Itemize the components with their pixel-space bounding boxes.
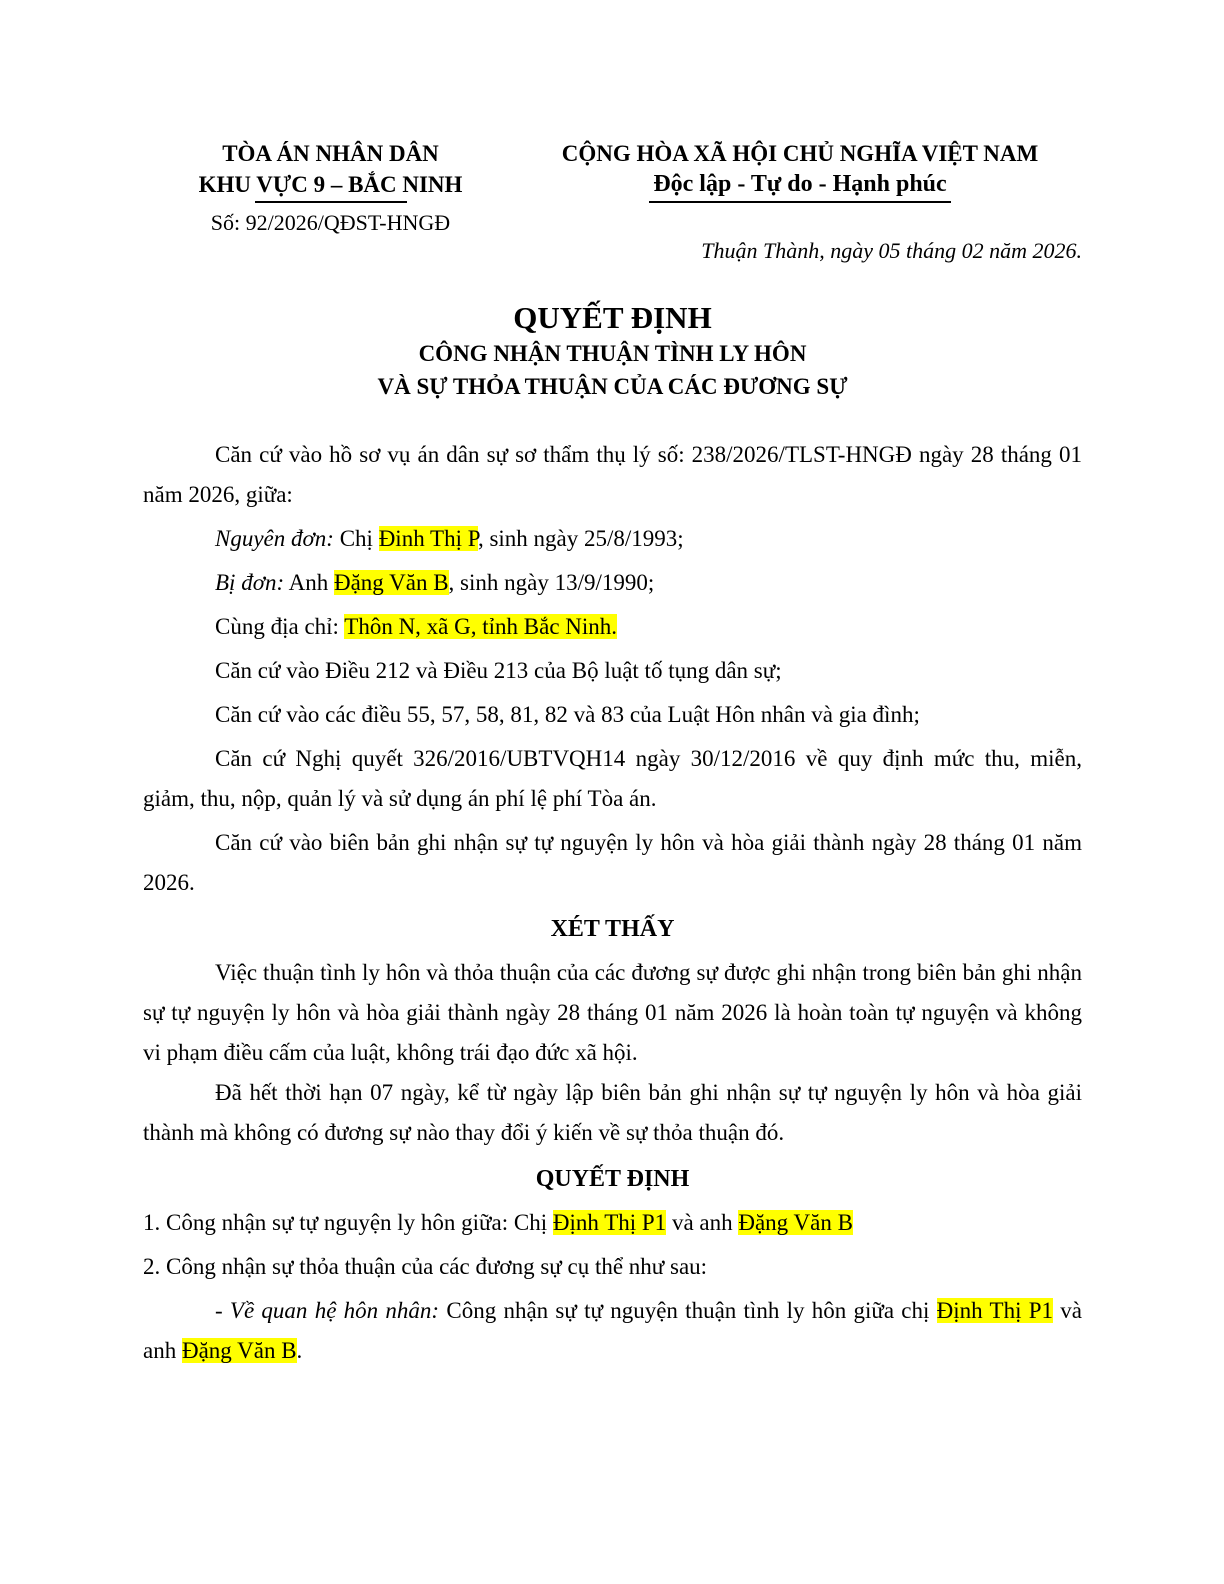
paragraph-legal-basis-4: Căn cứ vào biên bản ghi nhận sự tự nguyện ly hôn và hòa giải thành ngày 28 tháng 01 năm 2026. [143,830,1082,895]
section-heading-quyet-dinh: QUYẾT ĐỊNH [535,1166,690,1192]
court-name-line1: TÒA ÁN NHÂN DÂN [222,141,439,166]
document-subtitle-1: CÔNG NHẬN THUẬN TÌNH LY HÔN [418,341,807,366]
marriage-mid: và anh [143,1298,1082,1363]
paragraph-defendant [143,563,1082,603]
marriage-post: . [296,1338,303,1363]
item1-mid: và anh [666,1210,739,1235]
defendant-pre: Anh [284,570,334,595]
national-motto-line: Độc lập - Tự do - Hạnh phúc [649,169,950,203]
paragraph-legal-basis-2: Căn cứ vào các điều 55, 57, 58, 81, 82 và 83 của Luật Hôn nhân và gia đình; [215,702,920,727]
court-header-block [143,138,518,238]
paragraph-case-intro: Căn cứ vào hồ sơ vụ án dân sự sơ thẩm thụ lý số: 238/2026/TLST-HNGĐ ngày 28 tháng 01 năm 2026, giữa: [143,442,1082,507]
title-block [143,299,1082,403]
address-value-highlight: Thôn N, xã G, tỉnh Bắc Ninh. [344,614,618,639]
document-subtitle-2: VÀ SỰ THỎA THUẬN CỦA CÁC ĐƯƠNG SỰ [377,374,848,399]
national-name-line: CỘNG HÒA XÃ HỘI CHỦ NGHĨA VIỆT NAM [561,141,1039,166]
document-header [143,138,1082,265]
plaintiff-name-highlight: Đinh Thị P [378,526,478,551]
paragraph-address [143,607,1082,647]
item1-pre: 1. Công nhận sự tự nguyện ly hôn giữa: Chị [143,1210,553,1235]
plaintiff-label: Nguyên đơn: [215,526,334,551]
item1-name2-highlight: Đặng Văn B [738,1210,853,1235]
document-title: QUYẾT ĐỊNH [513,300,712,335]
court-name-line2: KHU VỰC 9 – BẮC NINH [198,172,463,197]
paragraph-legal-basis-3: Căn cứ Nghị quyết 326/2016/UBTVQH14 ngày 30/12/2016 về quy định mức thu, miễn, giảm, thu, nộp, quản lý và sử dụng án phí lệ phí Tòa án. [143,746,1082,811]
dateline: Thuận Thành, ngày 05 tháng 02 năm 2026. [701,238,1082,263]
defendant-post: , sinh ngày 13/9/1990; [448,570,655,595]
defendant-name-highlight: Đặng Văn B [333,570,449,595]
paragraph-xet-thay-2: Đã hết thời hạn 07 ngày, kể từ ngày lập biên bản ghi nhận sự tự nguyện ly hôn và hòa giải thành mà không có đương sự nào thay đổi ý kiến về sự thỏa thuận đó. [143,1080,1082,1145]
national-header-block [518,138,1082,265]
paragraph-decision-item-2: 2. Công nhận sự thỏa thuận của các đương sự cụ thể như sau: [143,1254,708,1279]
paragraph-decision-item-1 [143,1203,1082,1243]
marriage-name1-highlight: Định Thị P1 [936,1298,1054,1323]
marriage-pre: Công nhận sự tự nguyện thuận tình ly hôn giữa chị [439,1298,937,1323]
plaintiff-pre: Chị [333,526,379,551]
document-body [143,435,1082,1371]
court-name-underline [255,201,407,203]
paragraph-plaintiff [143,519,1082,559]
defendant-label: Bị đơn: [215,570,285,595]
paragraph-marriage-relation [143,1291,1082,1371]
paragraph-xet-thay-1: Việc thuận tình ly hôn và thỏa thuận của các đương sự được ghi nhận trong biên bản ghi nhận sự tự nguyện ly hôn và hòa giải thành ngày 28 tháng 01 năm 2026 là hoàn toàn tự nguyện và không vi phạm điều cấm của luật, không trái đạo đức xã hội. [143,960,1082,1065]
item1-name1-highlight: Định Thị P1 [552,1210,667,1235]
marriage-label: - Về quan hệ hôn nhân: [215,1298,440,1323]
plaintiff-post: , sinh ngày 25/8/1993; [477,526,684,551]
marriage-name2-highlight: Đặng Văn B [181,1338,297,1363]
address-label: Cùng địa chỉ: [215,614,345,639]
document-number: Số: 92/2026/QĐST-HNGĐ [210,210,451,235]
section-heading-xet-thay: XÉT THẤY [550,916,675,942]
paragraph-legal-basis-1: Căn cứ vào Điều 212 và Điều 213 của Bộ luật tố tụng dân sự; [215,658,782,683]
